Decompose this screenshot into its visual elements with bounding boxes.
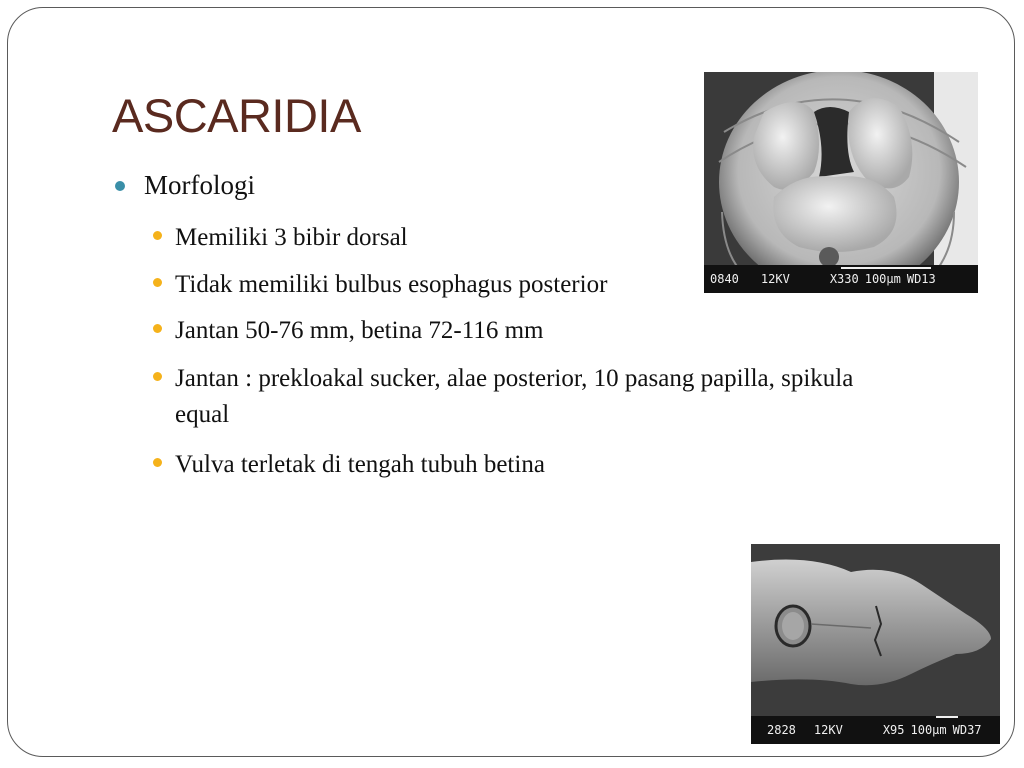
bullet-dot-icon xyxy=(115,181,125,191)
caption-scale: 100µm xyxy=(910,723,947,737)
sub-bullet-text: Memiliki 3 bibir dorsal xyxy=(175,224,408,251)
caption-id: 0840 xyxy=(710,272,739,286)
worm-tail-image-icon xyxy=(751,544,1000,744)
bullet-morfologi xyxy=(115,170,255,201)
scale-bar xyxy=(936,716,958,718)
caption-wd: WD37 xyxy=(952,723,982,737)
caption-mag: X95 xyxy=(882,723,905,737)
sub-bullet-text: Jantan 50-76 mm, betina 72-116 mm xyxy=(175,317,544,344)
worm-head-image-icon xyxy=(704,72,978,293)
sub-bullet-text: Tidak memiliki bulbus esophagus posterior xyxy=(175,271,608,298)
scale-bar xyxy=(841,267,931,269)
sem-image-head xyxy=(704,72,978,293)
caption-mag: X330 xyxy=(829,272,859,286)
sub-bullet-text: Vulva terletak di tengah tubuh betina xyxy=(175,451,545,478)
bullet-dot-icon xyxy=(153,231,162,240)
bullet-dot-icon xyxy=(153,324,162,333)
slide-title: ASCARIDIA xyxy=(112,89,361,142)
sub-bullet xyxy=(153,361,898,433)
sub-bullet xyxy=(153,447,913,483)
bullet-dot-icon xyxy=(153,278,162,287)
caption-id: 2828 xyxy=(767,723,796,737)
sub-bullet-text: Jantan : prekloakal sucker, alae posterior, 10 pasang papilla, spikula equal xyxy=(175,365,854,428)
caption-voltage: 12KV xyxy=(813,723,843,737)
bullet-dot-icon xyxy=(153,372,162,381)
sem-caption xyxy=(704,265,978,293)
caption-wd: WD13 xyxy=(906,272,936,286)
bullet-label: Morfologi xyxy=(144,170,255,200)
caption-scale: 100µm xyxy=(864,272,901,286)
sub-bullet xyxy=(153,313,913,349)
sem-image-tail xyxy=(751,544,1000,744)
caption-voltage: 12KV xyxy=(760,272,790,286)
bullet-dot-icon xyxy=(153,458,162,467)
sem-caption xyxy=(751,716,1000,744)
